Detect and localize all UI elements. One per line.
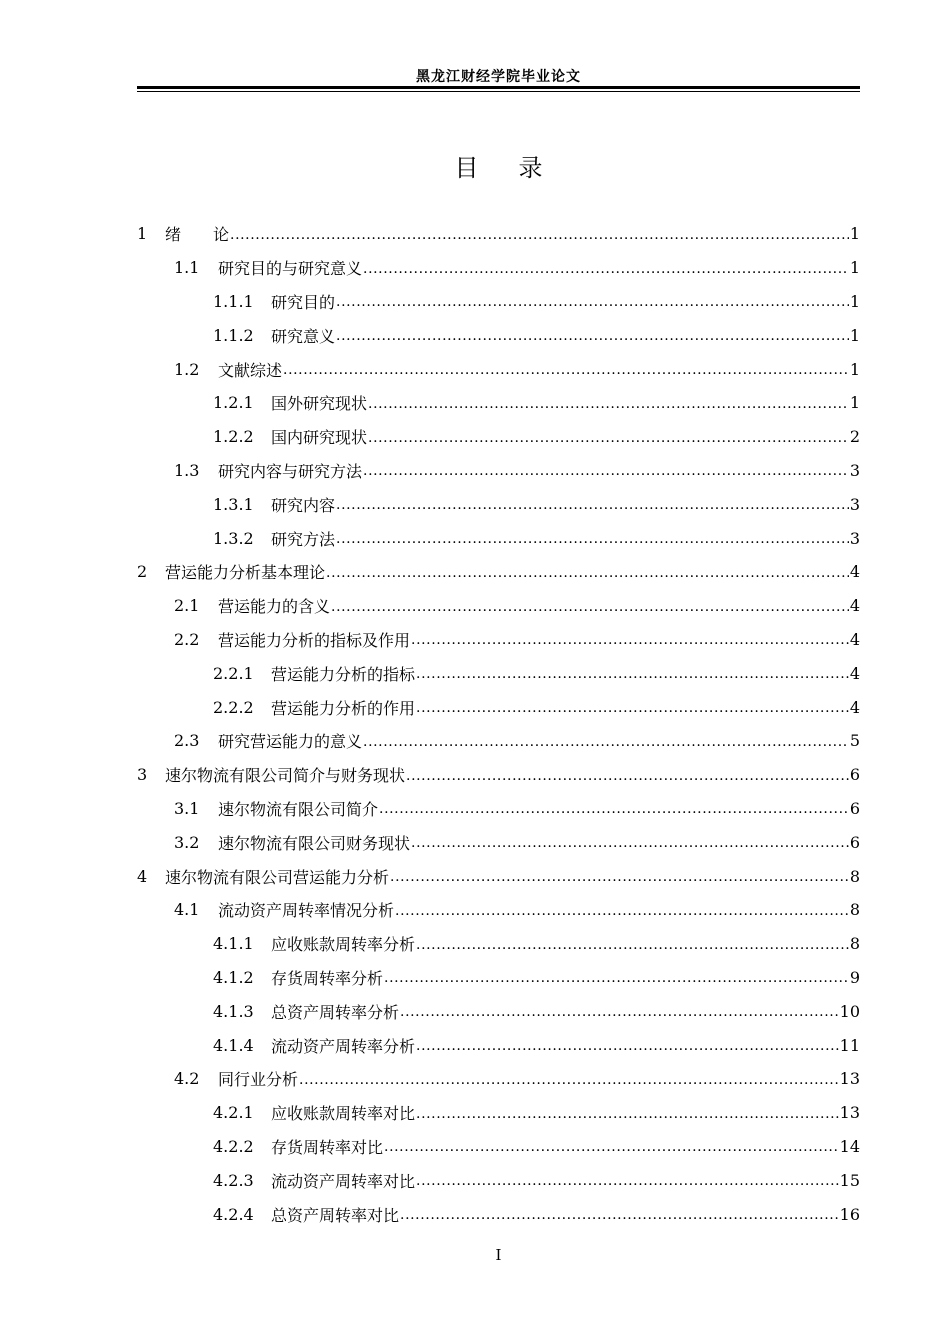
toc-entry-number: 3.2 (174, 832, 200, 852)
table-of-contents (137, 217, 860, 1231)
toc-entry[interactable] (137, 386, 860, 420)
toc-leader-dots (384, 968, 849, 986)
toc-entry-title: 流动资产周转率对比 (271, 1171, 416, 1191)
toc-entry-page: 4 (849, 629, 860, 649)
toc-entry-title: 速尔物流有限公司营运能力分析 (165, 867, 390, 887)
toc-entry-page: 1 (849, 393, 860, 413)
toc-entry-number: 4.2.1 (213, 1103, 254, 1123)
toc-entry-title: 研究目的与研究意义 (218, 259, 363, 279)
toc-leader-dots (336, 292, 849, 310)
toc-entry-title: 营运能力的含义 (218, 597, 331, 617)
toc-entry[interactable] (137, 893, 860, 927)
toc-entry[interactable] (137, 1163, 860, 1197)
toc-entry-number: 3 (137, 765, 148, 785)
toc-entry-page: 1 (849, 291, 860, 311)
toc-entry-title: 营运能力分析的指标 (271, 664, 416, 684)
toc-entry-page: 6 (849, 798, 860, 818)
toc-entry-title: 国内研究现状 (271, 428, 368, 448)
toc-entry-title: 速尔物流有限公司简介 (218, 799, 379, 819)
toc-entry[interactable] (137, 589, 860, 623)
toc-leader-dots (379, 799, 849, 817)
toc-entry[interactable] (137, 961, 860, 995)
toc-entry-number: 2.2.1 (213, 663, 254, 683)
toc-entry[interactable] (137, 1062, 860, 1096)
toc-entry-page: 6 (849, 832, 860, 852)
toc-entry[interactable] (137, 724, 860, 758)
toc-entry-page: 1 (849, 359, 860, 379)
page-number: I (495, 1246, 502, 1264)
toc-entry-page: 15 (839, 1170, 860, 1190)
toc-entry-title: 研究方法 (271, 529, 336, 549)
toc-entry-number: 4 (137, 866, 148, 886)
toc-entry-page: 1 (849, 325, 860, 345)
toc-entry-page: 4 (849, 596, 860, 616)
toc-leader-dots (363, 732, 849, 750)
toc-entry-title: 营运能力分析基本理论 (165, 563, 326, 583)
running-header: 黑龙江财经学院毕业论文 (416, 69, 581, 85)
toc-leader-dots (336, 495, 849, 513)
toc-entry-title: 研究意义 (271, 326, 336, 346)
toc-entry[interactable] (137, 454, 860, 488)
toc-entry[interactable] (137, 318, 860, 352)
toc-entry-title: 总资产周转率对比 (271, 1205, 400, 1225)
toc-entry[interactable] (137, 521, 860, 555)
toc-leader-dots (363, 259, 849, 277)
toc-leader-dots (411, 833, 849, 851)
toc-entry[interactable] (137, 994, 860, 1028)
toc-leader-dots (299, 1070, 839, 1088)
header-rule-thin (137, 91, 860, 92)
toc-entry[interactable] (137, 285, 860, 319)
toc-entry-number: 2 (137, 562, 148, 582)
toc-entry-page: 4 (849, 663, 860, 683)
toc-leader-dots (368, 428, 849, 446)
toc-entry-page: 5 (849, 731, 860, 751)
toc-leader-dots (331, 597, 849, 615)
toc-leader-dots (400, 1002, 839, 1020)
toc-entry-page: 8 (849, 934, 860, 954)
toc-entry-number: 4.2.4 (213, 1204, 254, 1224)
toc-entry[interactable] (137, 420, 860, 454)
toc-leader-dots (384, 1137, 839, 1155)
toc-entry-number: 2.2.2 (213, 697, 254, 717)
toc-entry-title: 存货周转率对比 (271, 1137, 384, 1157)
toc-entry-number: 2.1 (174, 596, 200, 616)
header-rule-thick (137, 86, 860, 89)
toc-entry-page: 4 (849, 697, 860, 717)
toc-entry-title: 应收账款周转率分析 (271, 935, 416, 955)
toc-entry-page: 3 (849, 528, 860, 548)
toc-entry-title: 速尔物流有限公司简介与财务现状 (165, 766, 406, 786)
toc-entry-number: 1.1.2 (213, 325, 254, 345)
toc-leader-dots (326, 563, 849, 581)
toc-entry[interactable] (137, 487, 860, 521)
toc-entry-title: 流动资产周转率分析 (271, 1036, 416, 1056)
toc-entry-number: 1.3.1 (213, 494, 254, 514)
toc-entry[interactable] (137, 555, 860, 589)
toc-entry-page: 1 (849, 258, 860, 278)
toc-entry-page: 8 (849, 900, 860, 920)
toc-leader-dots (416, 1171, 839, 1189)
toc-entry-title: 存货周转率分析 (271, 968, 384, 988)
toc-entry-page: 9 (849, 967, 860, 987)
toc-entry-number: 4.1.2 (213, 967, 254, 987)
toc-leader-dots (416, 664, 849, 682)
toc-entry-title: 同行业分析 (218, 1070, 299, 1090)
toc-entry-title: 营运能力分析的作用 (271, 698, 416, 718)
toc-leader-dots (336, 529, 849, 547)
toc-leader-dots (283, 360, 849, 378)
toc-entry-title: 绪 论 (165, 225, 230, 245)
toc-entry-page: 3 (849, 460, 860, 480)
toc-entry-number: 2.2 (174, 629, 200, 649)
toc-entry-title: 速尔物流有限公司财务现状 (218, 833, 411, 853)
toc-leader-dots (416, 935, 849, 953)
toc-entry-number: 4.2.2 (213, 1136, 254, 1156)
toc-entry[interactable] (137, 1130, 860, 1164)
toc-leader-dots (395, 901, 849, 919)
toc-leader-dots (400, 1205, 839, 1223)
toc-entry-number: 4.1.3 (213, 1001, 254, 1021)
toc-entry[interactable] (137, 623, 860, 657)
toc-entry-title: 研究营运能力的意义 (218, 732, 363, 752)
toc-entry-number: 1.3 (174, 460, 200, 480)
toc-entry[interactable] (137, 792, 860, 826)
toc-title: 目录 (454, 154, 583, 182)
toc-entry-title: 流动资产周转率情况分析 (218, 901, 395, 921)
toc-entry-number: 3.1 (174, 798, 200, 818)
toc-entry-title: 研究内容与研究方法 (218, 461, 363, 481)
toc-entry-page: 3 (849, 494, 860, 514)
toc-entry-title: 总资产周转率分析 (271, 1002, 400, 1022)
toc-entry-number: 1.2.1 (213, 393, 254, 413)
toc-entry[interactable] (137, 1096, 860, 1130)
toc-entry-number: 1 (137, 224, 148, 244)
toc-entry-page: 11 (839, 1035, 860, 1055)
toc-entry-page: 13 (839, 1103, 860, 1123)
toc-entry[interactable] (137, 217, 860, 251)
toc-entry-number: 4.2.3 (213, 1170, 254, 1190)
toc-leader-dots (230, 225, 849, 243)
toc-leader-dots (411, 630, 849, 648)
toc-entry-page: 8 (849, 866, 860, 886)
toc-entry[interactable] (137, 690, 860, 724)
toc-entry-title: 应收账款周转率对比 (271, 1104, 416, 1124)
toc-entry[interactable] (137, 251, 860, 285)
toc-entry-page: 14 (839, 1136, 860, 1156)
toc-leader-dots (363, 461, 849, 479)
toc-leader-dots (416, 1104, 839, 1122)
toc-entry-number: 4.1.1 (213, 934, 254, 954)
toc-entry-title: 国外研究现状 (271, 394, 368, 414)
toc-entry[interactable] (137, 656, 860, 690)
toc-entry[interactable] (137, 1197, 860, 1231)
toc-entry[interactable] (137, 352, 860, 386)
toc-leader-dots (390, 867, 849, 885)
toc-entry[interactable] (137, 859, 860, 893)
toc-entry-page: 4 (849, 562, 860, 582)
toc-entry-title: 研究内容 (271, 495, 336, 515)
toc-entry-number: 1.3.2 (213, 528, 254, 548)
toc-entry-number: 1.2 (174, 359, 200, 379)
toc-entry-page: 16 (839, 1204, 860, 1224)
toc-leader-dots (416, 1036, 839, 1054)
toc-entry-number: 2.3 (174, 731, 200, 751)
toc-entry-page: 2 (849, 427, 860, 447)
toc-entry-number: 4.1 (174, 900, 200, 920)
toc-leader-dots (416, 698, 849, 716)
toc-entry-page: 6 (849, 765, 860, 785)
toc-entry[interactable] (137, 825, 860, 859)
toc-entry[interactable] (137, 927, 860, 961)
toc-entry-number: 1.1 (174, 258, 200, 278)
toc-entry-title: 研究目的 (271, 292, 336, 312)
toc-entry-page: 10 (839, 1001, 860, 1021)
toc-entry-number: 4.1.4 (213, 1035, 254, 1055)
toc-entry-page: 13 (839, 1069, 860, 1089)
toc-entry-number: 4.2 (174, 1069, 200, 1089)
toc-leader-dots (406, 766, 849, 784)
toc-entry-number: 1.1.1 (213, 291, 254, 311)
toc-entry[interactable] (137, 1028, 860, 1062)
toc-entry[interactable] (137, 758, 860, 792)
toc-entry-title: 营运能力分析的指标及作用 (218, 630, 411, 650)
toc-entry-title: 文献综述 (218, 360, 283, 380)
toc-leader-dots (368, 394, 849, 412)
toc-entry-page: 1 (849, 224, 860, 244)
toc-entry-number: 1.2.2 (213, 427, 254, 447)
toc-leader-dots (336, 326, 849, 344)
